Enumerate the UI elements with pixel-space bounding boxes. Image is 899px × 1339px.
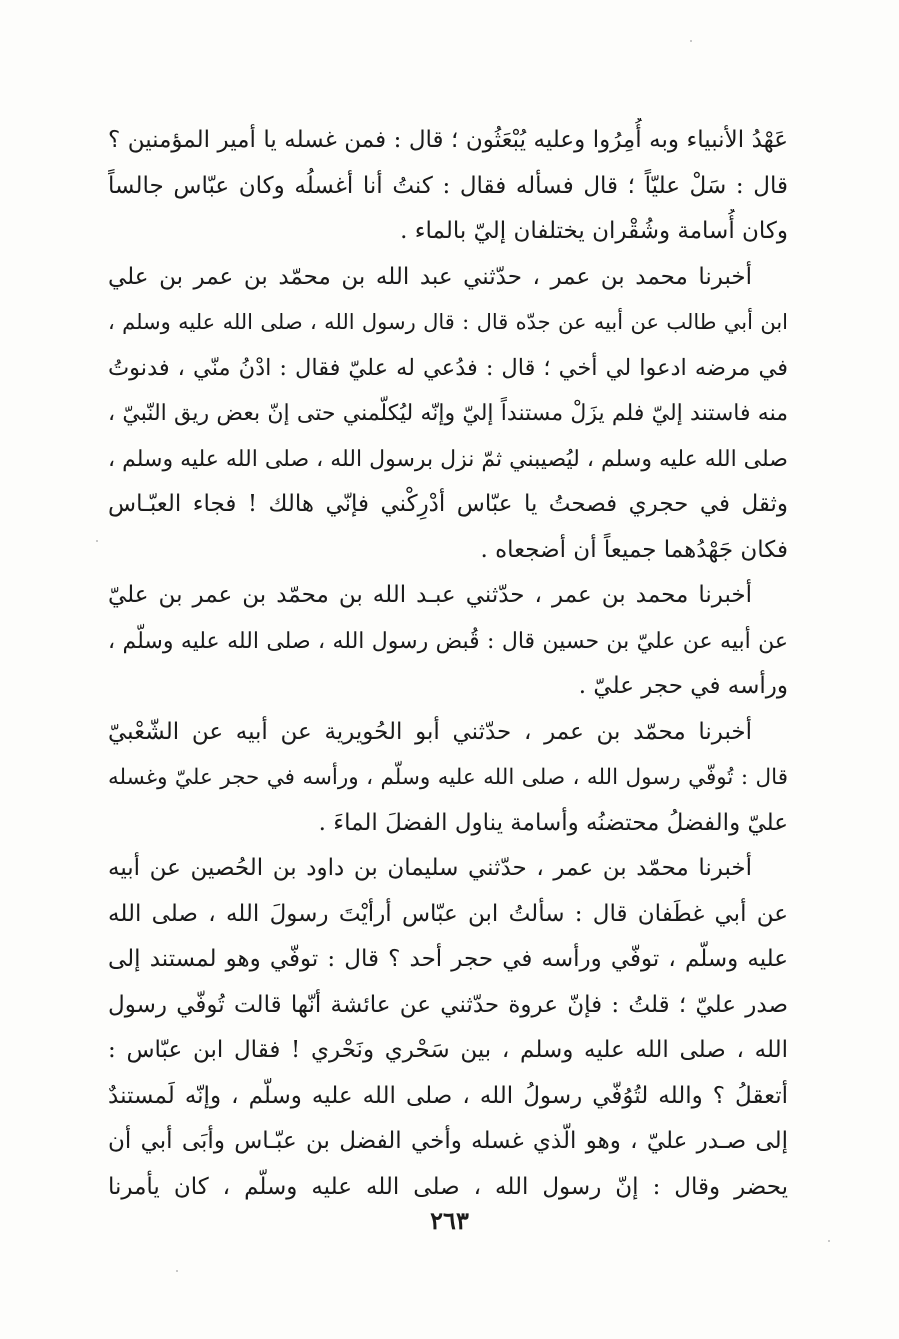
scan-speck: [96, 540, 98, 542]
text-line: قال : تُوفّي رسول الله ، صلى الله عليه وسلّم ، ورأسه في حجر عليّ وغسله: [108, 765, 788, 790]
text-line: أخبرنا محمّد بن عمر ، حدّثني سليمان بن داود بن الحُصين عن أبيه: [108, 855, 752, 881]
text-line: أخبرنا محمد بن عمر ، حدّثني عبد الله بن محمّد بن عمر بن علي: [108, 263, 752, 290]
page-body-text: [108, 118, 788, 1210]
text-line: صلى الله عليه وسلم ، ليُصيبني ثمّ نزل برسول الله ، صلى الله عليه وسلم ،: [108, 446, 788, 472]
text-line: الله ، صلى الله عليه وسلم ، بين سَحْري ونَحْري ! فقال ابن عبّاس :: [108, 1037, 788, 1063]
text-line: صدر عليّ ؛ قلتُ : فإنّ عروة حدّثني عن عائشة أنّها قالت تُوفّي رسول: [108, 991, 788, 1018]
text-line: إلى صـدر عليّ ، وهو الّذي غسله وأخي الفضل بن عبّـاس وأبَى أبي أن: [108, 1128, 788, 1154]
text-line: عن أبيه عن عليّ بن حسين قال : قُبض رسول الله ، صلى الله عليه وسلّم ،: [108, 628, 788, 654]
scan-speck: [176, 1270, 178, 1272]
text-line: في مرضه ادعوا لي أخي ؛ قال : فدُعي له عليّ فقال : ادْنُ منّي ، فدنوتُ: [108, 354, 788, 381]
text-line: فكان جَهْدُهما جميعاً أن أضجعاه .: [480, 536, 788, 563]
scan-speck: [690, 40, 692, 42]
text-line: عليه وسلّم ، توفّي ورأسه في حجر أحد ؟ قال : توفّي وهو لمستند إلى: [108, 946, 788, 972]
text-line: أتعقلُ ؟ والله لتُوُفّي رسولُ الله ، صلى الله عليه وسلّم ، وإنّه لَمستندٌ: [108, 1082, 788, 1109]
text-line: عليّ والفضلُ محتضنُه وأسامة يناول الفضلَ الماءَ .: [318, 809, 788, 836]
text-line: وكان أُسامة وشُقْران يختلفان إليّ بالماء .: [400, 218, 788, 244]
text-line: عن أبي غطَفان قال : سألتُ ابن عبّاس أرأيْتَ رسولَ الله ، صلى الله: [108, 900, 788, 927]
text-line: منه فاستند إليّ فلم يزَلْ مستنداً إليّ وإنّه ليُكلّمني حتى إنّ بعض ريق النّبيّ ،: [108, 401, 788, 426]
scan-speck: [828, 1240, 830, 1242]
page-number: ٢٦٣: [430, 1206, 469, 1235]
text-line: يحضر وقال : إنّ رسول الله ، صلى الله عليه وسلّم ، كان يأمرنا: [108, 1173, 788, 1200]
text-line: وثقل في حجري فصحتُ يا عبّاس أدْرِكْني فإنّي هالك ! فجاء العبّـاس: [108, 491, 788, 517]
text-line: أخبرنا محمّد بن عمر ، حدّثني أبو الحُويرية عن أبيه عن الشّعْبيّ: [108, 718, 752, 745]
text-line: أخبرنا محمد بن عمر ، حدّثني عبـد الله بن محمّد بن عمر بن عليّ: [108, 582, 752, 608]
text-line: قال : سَلْ عليّاً ؛ قال فسأله فقال : كنتُ أنا أغسلُه وكان عبّاس جالساً: [108, 172, 788, 199]
text-line: ابن أبي طالب عن أبيه عن جدّه قال : قال رسول الله ، صلى الله عليه وسلم ،: [108, 310, 788, 334]
text-line: ورأسه في حجر عليّ .: [578, 673, 788, 699]
text-line: عَهْدُ الأنبياء وبه أُمِرُوا وعليه يُبْعَثُون ؛ قال : فمن غسله يا أمير المؤمنين ؟: [108, 127, 788, 153]
